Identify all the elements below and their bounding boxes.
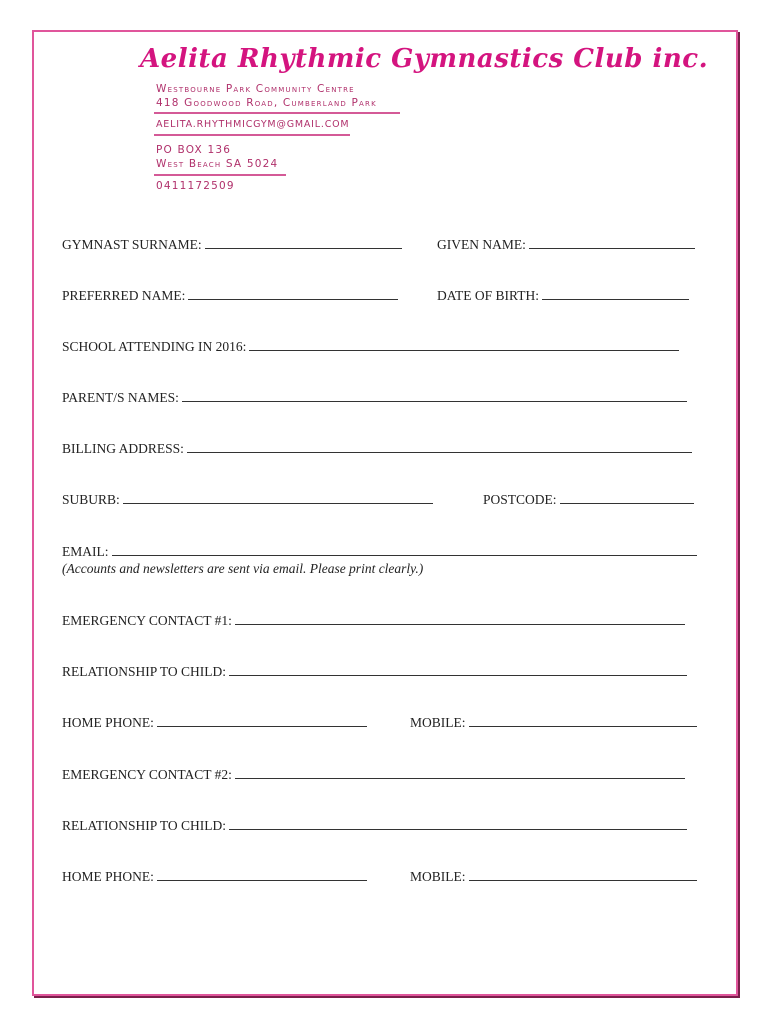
page-border (32, 30, 738, 996)
surname-label: GYMNAST SURNAME: (62, 237, 202, 252)
parents-field[interactable] (62, 389, 687, 406)
school-label: SCHOOL ATTENDING IN 2016: (62, 339, 247, 354)
club-title: Aelita Rhythmic Gymnastics Club inc. (140, 44, 709, 74)
suburb-label: SUBURB: (62, 492, 120, 507)
mobile-2-label: MOBILE: (410, 869, 466, 884)
preferred-name-label: PREFERRED NAME: (62, 288, 186, 303)
surname-field[interactable] (62, 236, 402, 253)
po-box-line: PO BOX 136 (156, 144, 232, 156)
divider (154, 174, 286, 176)
relationship-1-line[interactable] (229, 663, 687, 676)
relationship-1-field[interactable] (62, 663, 687, 680)
dob-label: DATE OF BIRTH: (437, 288, 539, 303)
mobile-1-label: MOBILE: (410, 715, 466, 730)
email-line: AELITA.RHYTHMICGYM@GMAIL.COM (156, 119, 350, 130)
postcode-label: POSTCODE: (483, 492, 557, 507)
phone-line: 0411172509 (156, 180, 235, 192)
emergency-1-line[interactable] (235, 612, 685, 625)
parents-label: PARENT/S NAMES: (62, 390, 179, 405)
emergency-1-field[interactable] (62, 612, 685, 629)
preferred-name-field[interactable] (62, 287, 398, 304)
billing-address-line[interactable] (187, 440, 692, 453)
home-phone-1-field[interactable] (62, 714, 367, 731)
divider (154, 112, 400, 114)
email-line-input[interactable] (112, 543, 697, 556)
postcode-field[interactable] (483, 491, 694, 508)
home-phone-1-line[interactable] (157, 714, 367, 727)
suburb-field[interactable] (62, 491, 433, 508)
given-name-field[interactable] (437, 236, 695, 253)
email-label: EMAIL: (62, 544, 109, 559)
mobile-2-line[interactable] (469, 868, 697, 881)
given-name-line[interactable] (529, 236, 695, 249)
email-field[interactable] (62, 543, 697, 560)
street-line: 418 Goodwood Road, Cumberland Park (156, 97, 377, 109)
emergency-1-label: EMERGENCY CONTACT #1: (62, 613, 232, 628)
home-phone-2-field[interactable] (62, 868, 367, 885)
mobile-1-line[interactable] (469, 714, 697, 727)
billing-address-field[interactable] (62, 440, 692, 457)
relationship-2-line[interactable] (229, 817, 687, 830)
venue-line: Westbourne Park Community Centre (156, 83, 355, 95)
relationship-2-label: RELATIONSHIP TO CHILD: (62, 818, 227, 833)
home-phone-2-line[interactable] (157, 868, 367, 881)
relationship-1-label: RELATIONSHIP TO CHILD: (62, 664, 227, 679)
emergency-2-field[interactable] (62, 766, 685, 783)
mobile-2-field[interactable] (410, 868, 697, 885)
po-suburb-line: West Beach SA 5024 (156, 158, 279, 170)
school-line[interactable] (249, 338, 679, 351)
divider (154, 134, 350, 136)
billing-address-label: BILLING ADDRESS: (62, 441, 184, 456)
home-phone-2-label: HOME PHONE: (62, 869, 154, 884)
mobile-1-field[interactable] (410, 714, 697, 731)
postcode-line[interactable] (560, 491, 694, 504)
surname-line[interactable] (205, 236, 402, 249)
emergency-2-label: EMERGENCY CONTACT #2: (62, 767, 232, 782)
dob-line[interactable] (542, 287, 689, 300)
emergency-2-line[interactable] (235, 766, 685, 779)
suburb-line[interactable] (123, 491, 433, 504)
dob-field[interactable] (437, 287, 689, 304)
relationship-2-field[interactable] (62, 817, 687, 834)
preferred-name-line[interactable] (188, 287, 398, 300)
given-name-label: GIVEN NAME: (437, 237, 526, 252)
email-note: (Accounts and newsletters are sent via email. Please print clearly.) (62, 561, 424, 576)
parents-line[interactable] (182, 389, 687, 402)
school-field[interactable] (62, 338, 679, 355)
home-phone-1-label: HOME PHONE: (62, 715, 154, 730)
